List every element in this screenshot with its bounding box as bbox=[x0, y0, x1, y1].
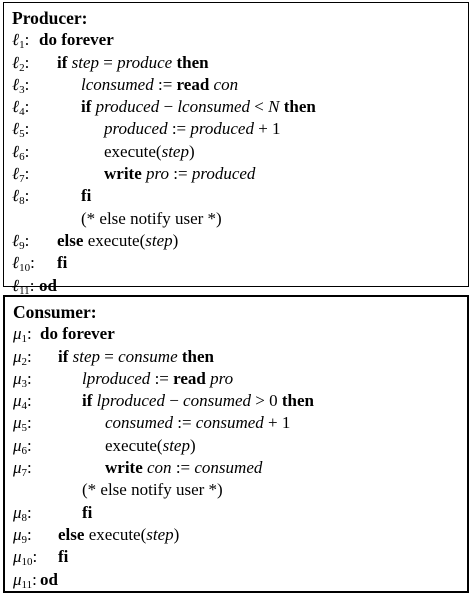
line-label-colon: : bbox=[24, 119, 30, 139]
code-text: execute( bbox=[88, 524, 147, 544]
line-label-symbol: μ bbox=[13, 524, 22, 544]
line-label-number: 4 bbox=[19, 106, 25, 119]
line-label-colon: : bbox=[27, 346, 32, 366]
line-label-number: 5 bbox=[19, 128, 25, 141]
line-label-symbol: ℓ bbox=[12, 74, 20, 94]
code-text: (* else notify user *) bbox=[82, 480, 223, 500]
line-label-symbol: ℓ bbox=[12, 230, 20, 250]
consumer-line bbox=[5, 502, 467, 524]
keyword: fi bbox=[82, 502, 93, 522]
line-label-number: 10 bbox=[19, 262, 31, 275]
line-label-colon: : bbox=[24, 230, 30, 250]
math-identifier: step bbox=[71, 52, 100, 72]
line-label-number: 3 bbox=[19, 83, 25, 96]
line-label-symbol: ℓ bbox=[12, 164, 20, 184]
code-text: = bbox=[99, 52, 118, 72]
producer-line bbox=[4, 29, 468, 51]
math-identifier: lproduced bbox=[96, 391, 165, 411]
keyword: then bbox=[172, 52, 209, 72]
keyword: od bbox=[39, 275, 57, 295]
math-identifier: consumed bbox=[105, 413, 173, 433]
code-text: − bbox=[164, 391, 184, 411]
line-code bbox=[104, 118, 281, 140]
producer-line bbox=[4, 118, 468, 140]
line-label-number: 1 bbox=[21, 333, 28, 346]
code-text: ) bbox=[173, 524, 180, 544]
code-text: := bbox=[167, 119, 191, 139]
line-label-number: 6 bbox=[19, 150, 25, 163]
line-code bbox=[58, 546, 68, 568]
consumer-lines bbox=[5, 301, 467, 591]
keyword: fi bbox=[58, 547, 69, 567]
line-code bbox=[82, 390, 314, 412]
line-label-symbol: μ bbox=[13, 435, 22, 455]
line-label-symbol: μ bbox=[13, 502, 22, 522]
line-label-symbol: μ bbox=[13, 413, 22, 433]
consumer-line bbox=[5, 457, 467, 479]
code-text: ) bbox=[188, 141, 195, 161]
producer-line bbox=[4, 252, 468, 274]
line-code bbox=[81, 185, 91, 207]
keyword: else bbox=[58, 524, 89, 544]
keyword: if bbox=[82, 391, 97, 411]
line-code bbox=[82, 479, 223, 501]
math-identifier: con bbox=[213, 74, 239, 94]
line-label-symbol: ℓ bbox=[12, 186, 20, 206]
math-identifier: consumed bbox=[194, 458, 263, 478]
line-label-number: 5 bbox=[21, 422, 28, 435]
line-code bbox=[40, 569, 58, 591]
line-label-symbol: ℓ bbox=[12, 141, 20, 161]
code-text: + 1 bbox=[253, 119, 281, 139]
line-label-symbol: μ bbox=[13, 569, 22, 589]
producer-line bbox=[4, 230, 468, 252]
math-identifier: produce bbox=[117, 52, 173, 72]
producer-algorithm-box bbox=[3, 2, 469, 297]
producer-title bbox=[4, 7, 468, 29]
line-label-number: 3 bbox=[21, 377, 28, 390]
math-identifier: consumed bbox=[195, 413, 264, 433]
line-code bbox=[82, 368, 233, 390]
line-label-number: 6 bbox=[21, 444, 28, 457]
math-identifier: step bbox=[161, 141, 189, 161]
line-code bbox=[58, 524, 179, 546]
keyword: then bbox=[177, 346, 214, 366]
math-identifier: consumed bbox=[183, 391, 252, 411]
consumer-line bbox=[5, 435, 467, 457]
line-label-number: 9 bbox=[21, 533, 28, 546]
line-label-number: 8 bbox=[21, 511, 28, 524]
producer-line bbox=[4, 208, 468, 230]
line-label-number: 9 bbox=[19, 239, 25, 252]
keyword: if bbox=[58, 346, 73, 366]
line-label-symbol: μ bbox=[13, 346, 22, 366]
line-label-colon: : bbox=[27, 413, 32, 433]
keyword: do forever bbox=[39, 30, 114, 50]
line-label-symbol: ℓ bbox=[12, 119, 20, 139]
consumer-line bbox=[5, 390, 467, 412]
math-identifier: lconsumed bbox=[177, 97, 251, 117]
line-label-symbol: μ bbox=[13, 324, 22, 344]
line-code bbox=[81, 96, 316, 118]
line-code bbox=[39, 275, 57, 297]
line-label-colon: : bbox=[27, 324, 32, 344]
math-identifier: step bbox=[145, 230, 173, 250]
producer-line bbox=[4, 96, 468, 118]
line-code bbox=[104, 141, 195, 163]
line-label-colon: : bbox=[27, 502, 32, 522]
line-label-colon: : bbox=[24, 97, 30, 117]
line-label-colon: : bbox=[24, 52, 30, 72]
code-text: + 1 bbox=[263, 413, 291, 433]
math-identifier: con bbox=[147, 458, 172, 478]
line-label-colon: : bbox=[32, 569, 37, 589]
math-identifier: produced bbox=[191, 164, 256, 184]
math-identifier: pro bbox=[210, 368, 234, 388]
producer-line bbox=[4, 141, 468, 163]
line-code bbox=[39, 29, 114, 51]
math-identifier: step bbox=[146, 524, 174, 544]
line-code bbox=[81, 208, 222, 230]
consumer-line bbox=[5, 412, 467, 434]
line-label-number: 2 bbox=[21, 355, 28, 368]
line-label-number: 8 bbox=[19, 195, 25, 208]
line-label-symbol: ℓ bbox=[12, 52, 20, 72]
keyword: if bbox=[57, 52, 72, 72]
producer-line bbox=[4, 163, 468, 185]
line-label-number: 4 bbox=[21, 400, 28, 413]
code-text: execute( bbox=[105, 435, 163, 455]
consumer-line bbox=[5, 346, 467, 368]
producer-line bbox=[4, 185, 468, 207]
line-label-symbol: μ bbox=[13, 458, 22, 478]
code-text: := bbox=[150, 368, 174, 388]
line-label-number: 2 bbox=[19, 61, 25, 74]
producer-line bbox=[4, 74, 468, 96]
keyword: fi bbox=[81, 186, 92, 206]
line-label-colon: : bbox=[24, 141, 30, 161]
keyword: else bbox=[57, 230, 88, 250]
line-label-colon: : bbox=[24, 30, 30, 50]
consumer-line bbox=[5, 569, 467, 591]
line-code bbox=[58, 346, 214, 368]
code-text: ) bbox=[189, 435, 196, 455]
line-label-symbol: ℓ bbox=[12, 275, 20, 295]
keyword: do forever bbox=[40, 324, 115, 344]
line-label-number: 1 bbox=[19, 39, 25, 52]
line-label-symbol: μ bbox=[13, 391, 22, 411]
code-text: := bbox=[171, 458, 195, 478]
line-label-colon: : bbox=[27, 368, 32, 388]
line-label-colon: : bbox=[27, 391, 32, 411]
keyword: if bbox=[81, 97, 96, 117]
math-identifier: step bbox=[72, 346, 101, 366]
keyword: then bbox=[279, 97, 316, 117]
code-text: := bbox=[153, 74, 177, 94]
line-label-number: 11 bbox=[21, 578, 33, 591]
consumer-line bbox=[5, 524, 467, 546]
math-identifier: N bbox=[268, 97, 280, 117]
line-code bbox=[105, 435, 196, 457]
line-code bbox=[57, 52, 209, 74]
code-text: − bbox=[159, 97, 178, 117]
line-label-colon: : bbox=[32, 547, 38, 567]
code-text: execute( bbox=[87, 230, 146, 250]
code-text: = bbox=[100, 346, 119, 366]
keyword: od bbox=[40, 569, 58, 589]
line-code bbox=[57, 230, 178, 252]
math-identifier: produced bbox=[95, 97, 160, 117]
producer-line bbox=[4, 275, 468, 297]
math-identifier: lproduced bbox=[82, 368, 151, 388]
line-label-number: 7 bbox=[21, 467, 28, 480]
line-code bbox=[81, 74, 238, 96]
line-label-symbol: ℓ bbox=[12, 253, 20, 273]
line-label bbox=[13, 569, 37, 596]
line-label-number: 10 bbox=[21, 556, 33, 569]
line-code bbox=[57, 252, 67, 274]
keyword: write bbox=[104, 164, 147, 184]
line-label-colon: : bbox=[24, 74, 30, 94]
code-text: execute( bbox=[104, 141, 162, 161]
math-identifier: step bbox=[162, 435, 190, 455]
code-text: := bbox=[169, 164, 192, 184]
line-code bbox=[40, 323, 115, 345]
code-text: < bbox=[250, 97, 269, 117]
math-identifier: produced bbox=[190, 119, 254, 139]
line-label-symbol: μ bbox=[13, 547, 22, 567]
consumer-line bbox=[5, 479, 467, 501]
line-label-number: 11 bbox=[19, 284, 30, 297]
producer-title-text: Producer: bbox=[12, 8, 88, 28]
code-text: ) bbox=[172, 230, 179, 250]
math-identifier: pro bbox=[146, 164, 170, 184]
line-label-symbol: ℓ bbox=[12, 30, 20, 50]
line-label-colon: : bbox=[30, 253, 35, 273]
consumer-line bbox=[5, 323, 467, 345]
line-label-colon: : bbox=[27, 435, 32, 455]
keyword: then bbox=[277, 391, 314, 411]
line-label-colon: : bbox=[27, 458, 32, 478]
line-code bbox=[105, 457, 262, 479]
code-text: := bbox=[172, 413, 196, 433]
line-code bbox=[104, 163, 255, 185]
code-text: (* else notify user *) bbox=[81, 208, 222, 228]
consumer-algorithm-box bbox=[3, 295, 469, 593]
line-label-colon: : bbox=[24, 164, 30, 184]
keyword: read bbox=[176, 74, 214, 94]
producer-lines bbox=[4, 7, 468, 297]
math-identifier: produced bbox=[104, 119, 168, 139]
consumer-title-text: Consumer: bbox=[13, 302, 97, 322]
consumer-title bbox=[5, 301, 467, 323]
keyword: write bbox=[105, 458, 148, 478]
math-identifier: lconsumed bbox=[81, 74, 154, 94]
line-label-symbol: μ bbox=[13, 368, 22, 388]
line-code bbox=[82, 502, 92, 524]
line-label-symbol: ℓ bbox=[12, 97, 20, 117]
line-code bbox=[105, 412, 290, 434]
line-label-colon: : bbox=[27, 524, 32, 544]
line-label-colon: : bbox=[24, 186, 30, 206]
line-label-number: 7 bbox=[19, 173, 25, 186]
code-text: > 0 bbox=[251, 391, 278, 411]
keyword: read bbox=[173, 368, 211, 388]
line-label-colon: : bbox=[29, 275, 35, 295]
keyword: fi bbox=[57, 253, 68, 273]
consumer-line bbox=[5, 546, 467, 568]
consumer-line bbox=[5, 368, 467, 390]
producer-line bbox=[4, 52, 468, 74]
math-identifier: consume bbox=[118, 346, 178, 366]
